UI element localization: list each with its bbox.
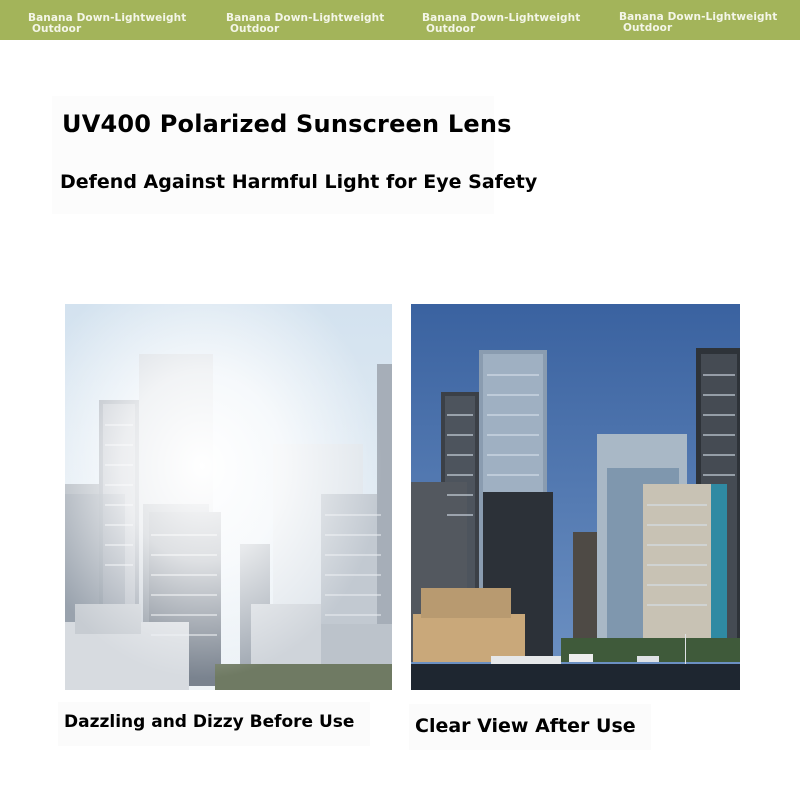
after-photo (411, 304, 740, 690)
watermark-text: Banana Down-Lightweight Outdoor (28, 12, 187, 35)
watermark-text: Banana Down-Lightweight Outdoor (422, 12, 581, 35)
before-caption: Dazzling and Dizzy Before Use (64, 712, 355, 732)
page-title: UV400 Polarized Sunscreen Lens (62, 110, 512, 138)
watermark-text: Banana Down-Lightweight Outdoor (619, 11, 778, 34)
watermark-text: Banana Down-Lightweight Outdoor (226, 12, 385, 35)
watermark-band (0, 0, 800, 40)
page-subtitle: Defend Against Harmful Light for Eye Safety (60, 171, 538, 193)
before-photo (65, 304, 392, 690)
after-caption: Clear View After Use (415, 715, 636, 737)
